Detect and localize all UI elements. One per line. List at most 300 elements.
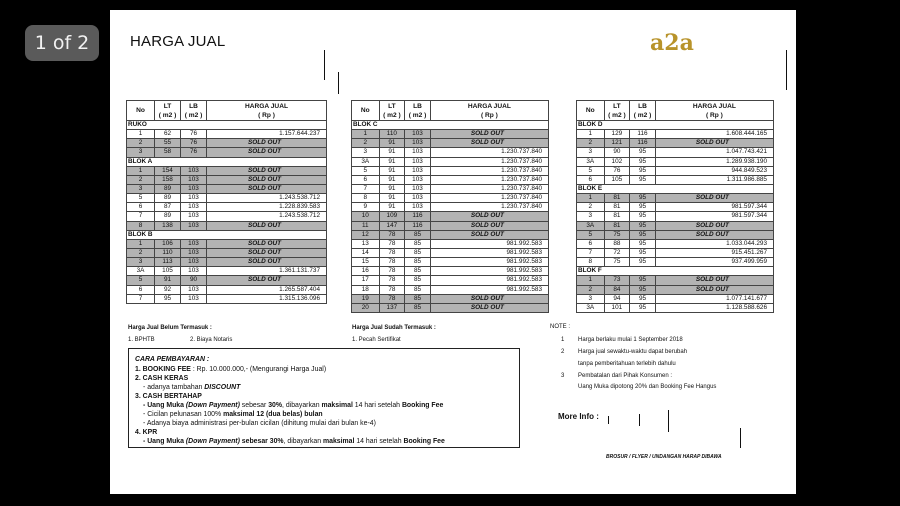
col-header-lt: LT ( m2 ) [604,101,630,121]
cell-lb: 95 [630,175,656,184]
table-row [577,294,774,303]
scan-mark [608,416,609,424]
table-row [127,267,327,276]
cell-no: 7 [352,184,380,193]
table-row [577,175,774,184]
cell-lt: 78 [379,248,405,257]
cell-no: 3A [127,267,155,276]
cell-harga: 981.597.344 [655,203,773,212]
table-row [577,130,774,139]
col-header-no: No [127,101,155,121]
col-header-lb: LB ( m2 ) [630,101,656,121]
cell-lb: 76 [181,139,207,148]
table-row [352,139,549,148]
cell-lb: 95 [630,294,656,303]
cell-harga: 1.157.644.237 [207,130,327,139]
table-row [577,248,774,257]
cell-no: 1 [577,130,605,139]
cell-lt: 73 [604,276,630,285]
scan-mark [668,410,669,432]
col-header-lb: LB ( m2 ) [181,101,207,121]
cell-lt: 89 [155,212,181,221]
cell-no: 2 [127,175,155,184]
cell-lt: 91 [379,148,405,157]
payment-line-2: 2. CASH KERAS [135,375,189,382]
cell-no: 3 [577,294,605,303]
table-row [352,276,549,285]
table-row [352,203,549,212]
cell-lt: 91 [379,203,405,212]
incl-title: Harga Jual Sudah Termasuk : [352,325,436,331]
cell-lb: 103 [181,194,207,203]
table-row [352,157,549,166]
cell-lb: 103 [181,221,207,230]
cell-harga: 1.315.136.096 [207,294,327,303]
cell-lb: 103 [181,175,207,184]
block-group-row [127,157,327,166]
table-row [127,166,327,175]
note-1-number: 1 [561,337,565,343]
cell-no: 3 [127,148,155,157]
cell-harga: 1.243.538.712 [207,212,327,221]
cell-lt: 58 [155,148,181,157]
col-header-harga: HARGA JUAL ( Rp ) [655,101,773,121]
cell-harga: SOLD OUT [207,184,327,193]
cell-harga: 981.992.583 [430,267,548,276]
block-group-label: BLOK B [127,230,327,239]
cell-lb: 85 [405,258,431,267]
cell-no: 7 [127,212,155,221]
cell-harga: 1.033.044.293 [655,239,773,248]
payment-line-1: 1. BOOKING FEE : Rp. 10.000.000,- (Mengurangi Harga Jual) [135,366,327,373]
brochure-notice: BROSUR / FLYER / UNDANGAN HARAP DIBAWA [606,454,722,460]
payment-methods-box [128,348,520,448]
excl-title: Harga Jual Belum Termasuk : [128,325,212,331]
cell-no: 2 [577,203,605,212]
cell-lt: 147 [379,221,405,230]
cell-no: 2 [127,139,155,148]
note-2-number: 2 [561,349,565,355]
table-row [127,258,327,267]
cell-harga: 981.597.344 [655,212,773,221]
cell-lt: 88 [604,239,630,248]
cell-lt: 91 [379,194,405,203]
payment-line-2a: - adanya tambahan DISCOUNT [143,384,241,391]
cell-lt: 110 [155,248,181,257]
cell-lb: 95 [630,276,656,285]
cell-harga: SOLD OUT [655,139,773,148]
cell-no: 19 [352,294,380,303]
price-table-ruko-a-b [126,100,327,304]
table-row [577,230,774,239]
cell-no: 3A [577,221,605,230]
col-header-no: No [577,101,605,121]
cell-no: 3A [577,157,605,166]
cell-lt: 91 [155,276,181,285]
cell-lt: 91 [379,166,405,175]
cell-harga: 1.243.538.712 [207,194,327,203]
block-group-label: BLOK D [577,121,774,130]
table-row [352,258,549,267]
cell-no: 1 [127,239,155,248]
block-group-label: BLOK A [127,157,327,166]
cell-no: 3A [352,157,380,166]
table-row [577,239,774,248]
cell-no: 2 [352,139,380,148]
cell-lt: 158 [155,175,181,184]
table-row [577,157,774,166]
cell-harga: SOLD OUT [430,212,548,221]
cell-harga: SOLD OUT [430,230,548,239]
cell-lt: 91 [379,184,405,193]
cell-harga: SOLD OUT [207,248,327,257]
table-header-row [577,101,774,121]
payment-line-4: 4. KPR [135,429,158,436]
cell-harga: SOLD OUT [430,221,548,230]
cell-lb: 85 [405,267,431,276]
cell-lt: 81 [604,203,630,212]
cell-no: 1 [577,276,605,285]
table-row [127,239,327,248]
cell-lb: 95 [630,239,656,248]
cell-lt: 94 [604,294,630,303]
cell-no: 3 [577,148,605,157]
block-group-label: BLOK C [352,121,549,130]
table-row [577,166,774,175]
block-group-row [352,121,549,130]
cell-lb: 95 [630,230,656,239]
cell-lt: 105 [155,267,181,276]
cell-lt: 91 [379,175,405,184]
cell-harga: SOLD OUT [655,221,773,230]
cell-lt: 106 [155,239,181,248]
table-row [127,276,327,285]
cell-lb: 95 [630,285,656,294]
cell-harga: SOLD OUT [430,303,548,312]
cell-no: 13 [352,239,380,248]
scan-mark [639,414,640,426]
cell-lt: 121 [604,139,630,148]
table-row [352,285,549,294]
cell-lt: 76 [604,166,630,175]
note-3-line-2: Uang Muka dipotong 20% dan Booking Fee Hangus [578,384,717,390]
cell-no: 20 [352,303,380,312]
cell-harga: 1.230.737.840 [430,203,548,212]
cell-lb: 116 [405,212,431,221]
block-group-row [127,121,327,130]
table-row [577,221,774,230]
cell-lb: 103 [181,184,207,193]
table-row [127,148,327,157]
cell-harga: SOLD OUT [207,175,327,184]
cell-no: 3 [577,212,605,221]
cell-lb: 85 [405,276,431,285]
cell-harga: 1.230.737.840 [430,148,548,157]
col-header-lt: LT ( m2 ) [379,101,405,121]
table-row [577,285,774,294]
cell-lt: 138 [155,221,181,230]
note-3-number: 3 [561,373,565,379]
price-table-blok-c [351,100,549,313]
cell-lt: 72 [604,248,630,257]
cell-harga: SOLD OUT [655,276,773,285]
payment-line-3c: - Adanya biaya administrasi per-bulan cicilan (dihitung mulai dari bulan ke-4) [143,420,376,427]
cell-lt: 101 [604,303,630,312]
cell-no: 5 [127,276,155,285]
cell-harga: SOLD OUT [430,294,548,303]
block-group-row [577,267,774,276]
cell-lt: 91 [379,139,405,148]
cell-harga: 915.451.267 [655,248,773,257]
table-row [577,258,774,267]
note-3-line-1: Pembatalan dari Pihak Konsumen : [578,373,673,379]
cell-no: 12 [352,230,380,239]
table-row [127,194,327,203]
cell-lt: 75 [604,258,630,267]
cell-no: 1 [127,130,155,139]
cell-no: 3 [127,184,155,193]
cell-lb: 103 [181,267,207,276]
cell-lb: 103 [405,130,431,139]
cell-harga: SOLD OUT [207,166,327,175]
cell-harga: 1.230.737.840 [430,157,548,166]
cell-lb: 95 [630,157,656,166]
table-row [577,139,774,148]
cell-lb: 85 [405,294,431,303]
cell-no: 9 [352,203,380,212]
scan-mark [338,72,339,94]
cell-lt: 62 [155,130,181,139]
scan-mark [324,50,325,80]
col-header-lb: LB ( m2 ) [405,101,431,121]
cell-harga: 1.128.588.626 [655,303,773,312]
cell-harga: 1.228.839.583 [207,203,327,212]
col-header-harga: HARGA JUAL ( Rp ) [430,101,548,121]
cell-lt: 95 [155,294,181,303]
cell-no: 3 [127,258,155,267]
table-row [352,194,549,203]
table-row [352,184,549,193]
col-header-no: No [352,101,380,121]
cell-harga: SOLD OUT [207,239,327,248]
cell-no: 18 [352,285,380,294]
cell-lb: 103 [405,184,431,193]
cell-harga: 1.608.444.165 [655,130,773,139]
cell-lb: 85 [405,239,431,248]
cell-lt: 91 [379,157,405,166]
cell-no: 6 [577,239,605,248]
cell-harga: SOLD OUT [655,194,773,203]
payment-line-3b: - Cicilan pelunasan 100% maksimal 12 (dua belas) bulan [143,411,323,418]
excl-item-2: 2. Biaya Notaris [190,337,233,343]
cell-lb: 116 [630,139,656,148]
table-row [352,175,549,184]
cell-lb: 103 [181,294,207,303]
cell-lt: 84 [604,285,630,294]
cell-lb: 103 [181,258,207,267]
cell-no: 1 [577,194,605,203]
table-row [577,148,774,157]
cell-harga: SOLD OUT [430,130,548,139]
cell-harga: SOLD OUT [207,221,327,230]
cell-lt: 137 [379,303,405,312]
table-row [352,148,549,157]
table-row [352,303,549,312]
cell-harga: 1.265.587.404 [207,285,327,294]
table-row [577,194,774,203]
cell-harga: 981.992.583 [430,276,548,285]
payment-line-3: 3. CASH BERTAHAP [135,393,202,400]
payment-line-3a: - Uang Muka (Down Payment) sebesar 30%, dibayarkan maksimal 14 hari setelah Booking Fee [143,402,444,409]
cell-no: 17 [352,276,380,285]
table-row [127,139,327,148]
table-row [352,221,549,230]
cell-harga: 1.230.737.840 [430,175,548,184]
cell-harga: SOLD OUT [207,276,327,285]
cell-harga: 981.992.583 [430,285,548,294]
cell-lb: 103 [405,194,431,203]
cell-harga: SOLD OUT [655,230,773,239]
block-group-row [577,184,774,193]
note-title: NOTE : [550,324,571,330]
cell-lb: 103 [405,139,431,148]
cell-lb: 95 [630,212,656,221]
table-header-row [127,101,327,121]
cell-no: 6 [127,285,155,294]
cell-lb: 103 [181,248,207,257]
cell-harga: SOLD OUT [207,148,327,157]
cell-no: 2 [577,139,605,148]
logo-text: a2a [650,30,694,52]
cell-no: 8 [352,194,380,203]
col-header-lt: LT ( m2 ) [155,101,181,121]
table-row [127,248,327,257]
excl-item-1: 1. BPHTB [128,337,155,343]
cell-lb: 95 [630,258,656,267]
cell-lb: 85 [405,285,431,294]
cell-lb: 103 [405,203,431,212]
cell-harga: 1.230.737.840 [430,184,548,193]
table-row [577,212,774,221]
cell-lb: 95 [630,221,656,230]
document-page [110,10,796,494]
cell-no: 2 [127,248,155,257]
cell-harga: SOLD OUT [430,139,548,148]
cell-lb: 85 [405,303,431,312]
cell-lt: 154 [155,166,181,175]
table-row [352,212,549,221]
cell-no: 6 [127,203,155,212]
cell-lt: 78 [379,276,405,285]
cell-harga: 1.289.938.190 [655,157,773,166]
payment-line-4a: - Uang Muka (Down Payment) sebesar 30%, dibayarkan maksimal 14 hari setelah Booking Fee [143,438,445,445]
cell-lb: 103 [181,203,207,212]
cell-harga: 1.311.986.885 [655,175,773,184]
cell-lt: 81 [604,194,630,203]
cell-no: 7 [577,248,605,257]
table-row [352,248,549,257]
incl-item-1: 1. Pecah Sertifikat [352,337,401,343]
scan-mark [786,50,787,90]
cell-lt: 78 [379,285,405,294]
cell-lt: 110 [379,130,405,139]
cell-lb: 76 [181,148,207,157]
cell-lb: 76 [181,130,207,139]
table-row [352,130,549,139]
cell-harga: 1.361.131.737 [207,267,327,276]
cell-lt: 90 [604,148,630,157]
cell-lt: 81 [604,212,630,221]
table-row [352,267,549,276]
cell-lt: 78 [379,294,405,303]
table-row [127,175,327,184]
cell-lt: 75 [604,230,630,239]
brand-logo [650,30,708,52]
cell-lt: 92 [155,285,181,294]
col-header-harga: HARGA JUAL ( Rp ) [207,101,327,121]
block-group-label: BLOK F [577,267,774,276]
cell-no: 5 [577,230,605,239]
cell-no: 5 [127,194,155,203]
cell-lt: 105 [604,175,630,184]
cell-lb: 95 [630,203,656,212]
cell-lt: 129 [604,130,630,139]
page-title: HARGA JUAL [130,33,226,50]
cell-harga: SOLD OUT [207,258,327,267]
cell-lt: 113 [155,258,181,267]
cell-lb: 103 [181,239,207,248]
cell-no: 16 [352,267,380,276]
table-row [127,212,327,221]
cell-lt: 78 [379,267,405,276]
price-table-blok-d-e-f [576,100,774,313]
cell-lb: 95 [630,166,656,175]
cell-lt: 78 [379,230,405,239]
cell-no: 1 [352,130,380,139]
cell-harga: 937.499.959 [655,258,773,267]
cell-no: 1 [127,166,155,175]
cell-lb: 103 [405,157,431,166]
cell-harga: 981.992.583 [430,258,548,267]
cell-harga: SOLD OUT [207,139,327,148]
block-group-label: RUKO [127,121,327,130]
table-row [127,294,327,303]
cell-no: 3 [352,148,380,157]
cell-lt: 55 [155,139,181,148]
cell-lb: 95 [630,148,656,157]
payment-title: CARA PEMBAYARAN : [135,356,210,363]
cell-lb: 95 [630,248,656,257]
cell-lb: 116 [630,130,656,139]
block-group-label: BLOK E [577,184,774,193]
table-row [127,203,327,212]
cell-no: 7 [127,294,155,303]
cell-no: 8 [127,221,155,230]
cell-harga: 1.077.141.677 [655,294,773,303]
cell-lb: 103 [181,166,207,175]
page-indicator: 1 of 2 [25,25,99,61]
cell-harga: 981.992.583 [430,239,548,248]
cell-harga: SOLD OUT [655,285,773,294]
cell-no: 11 [352,221,380,230]
table-row [352,294,549,303]
cell-lb: 85 [405,248,431,257]
table-header-row [352,101,549,121]
cell-lb: 103 [181,212,207,221]
cell-harga: 944.849.523 [655,166,773,175]
table-row [127,285,327,294]
cell-lt: 89 [155,184,181,193]
